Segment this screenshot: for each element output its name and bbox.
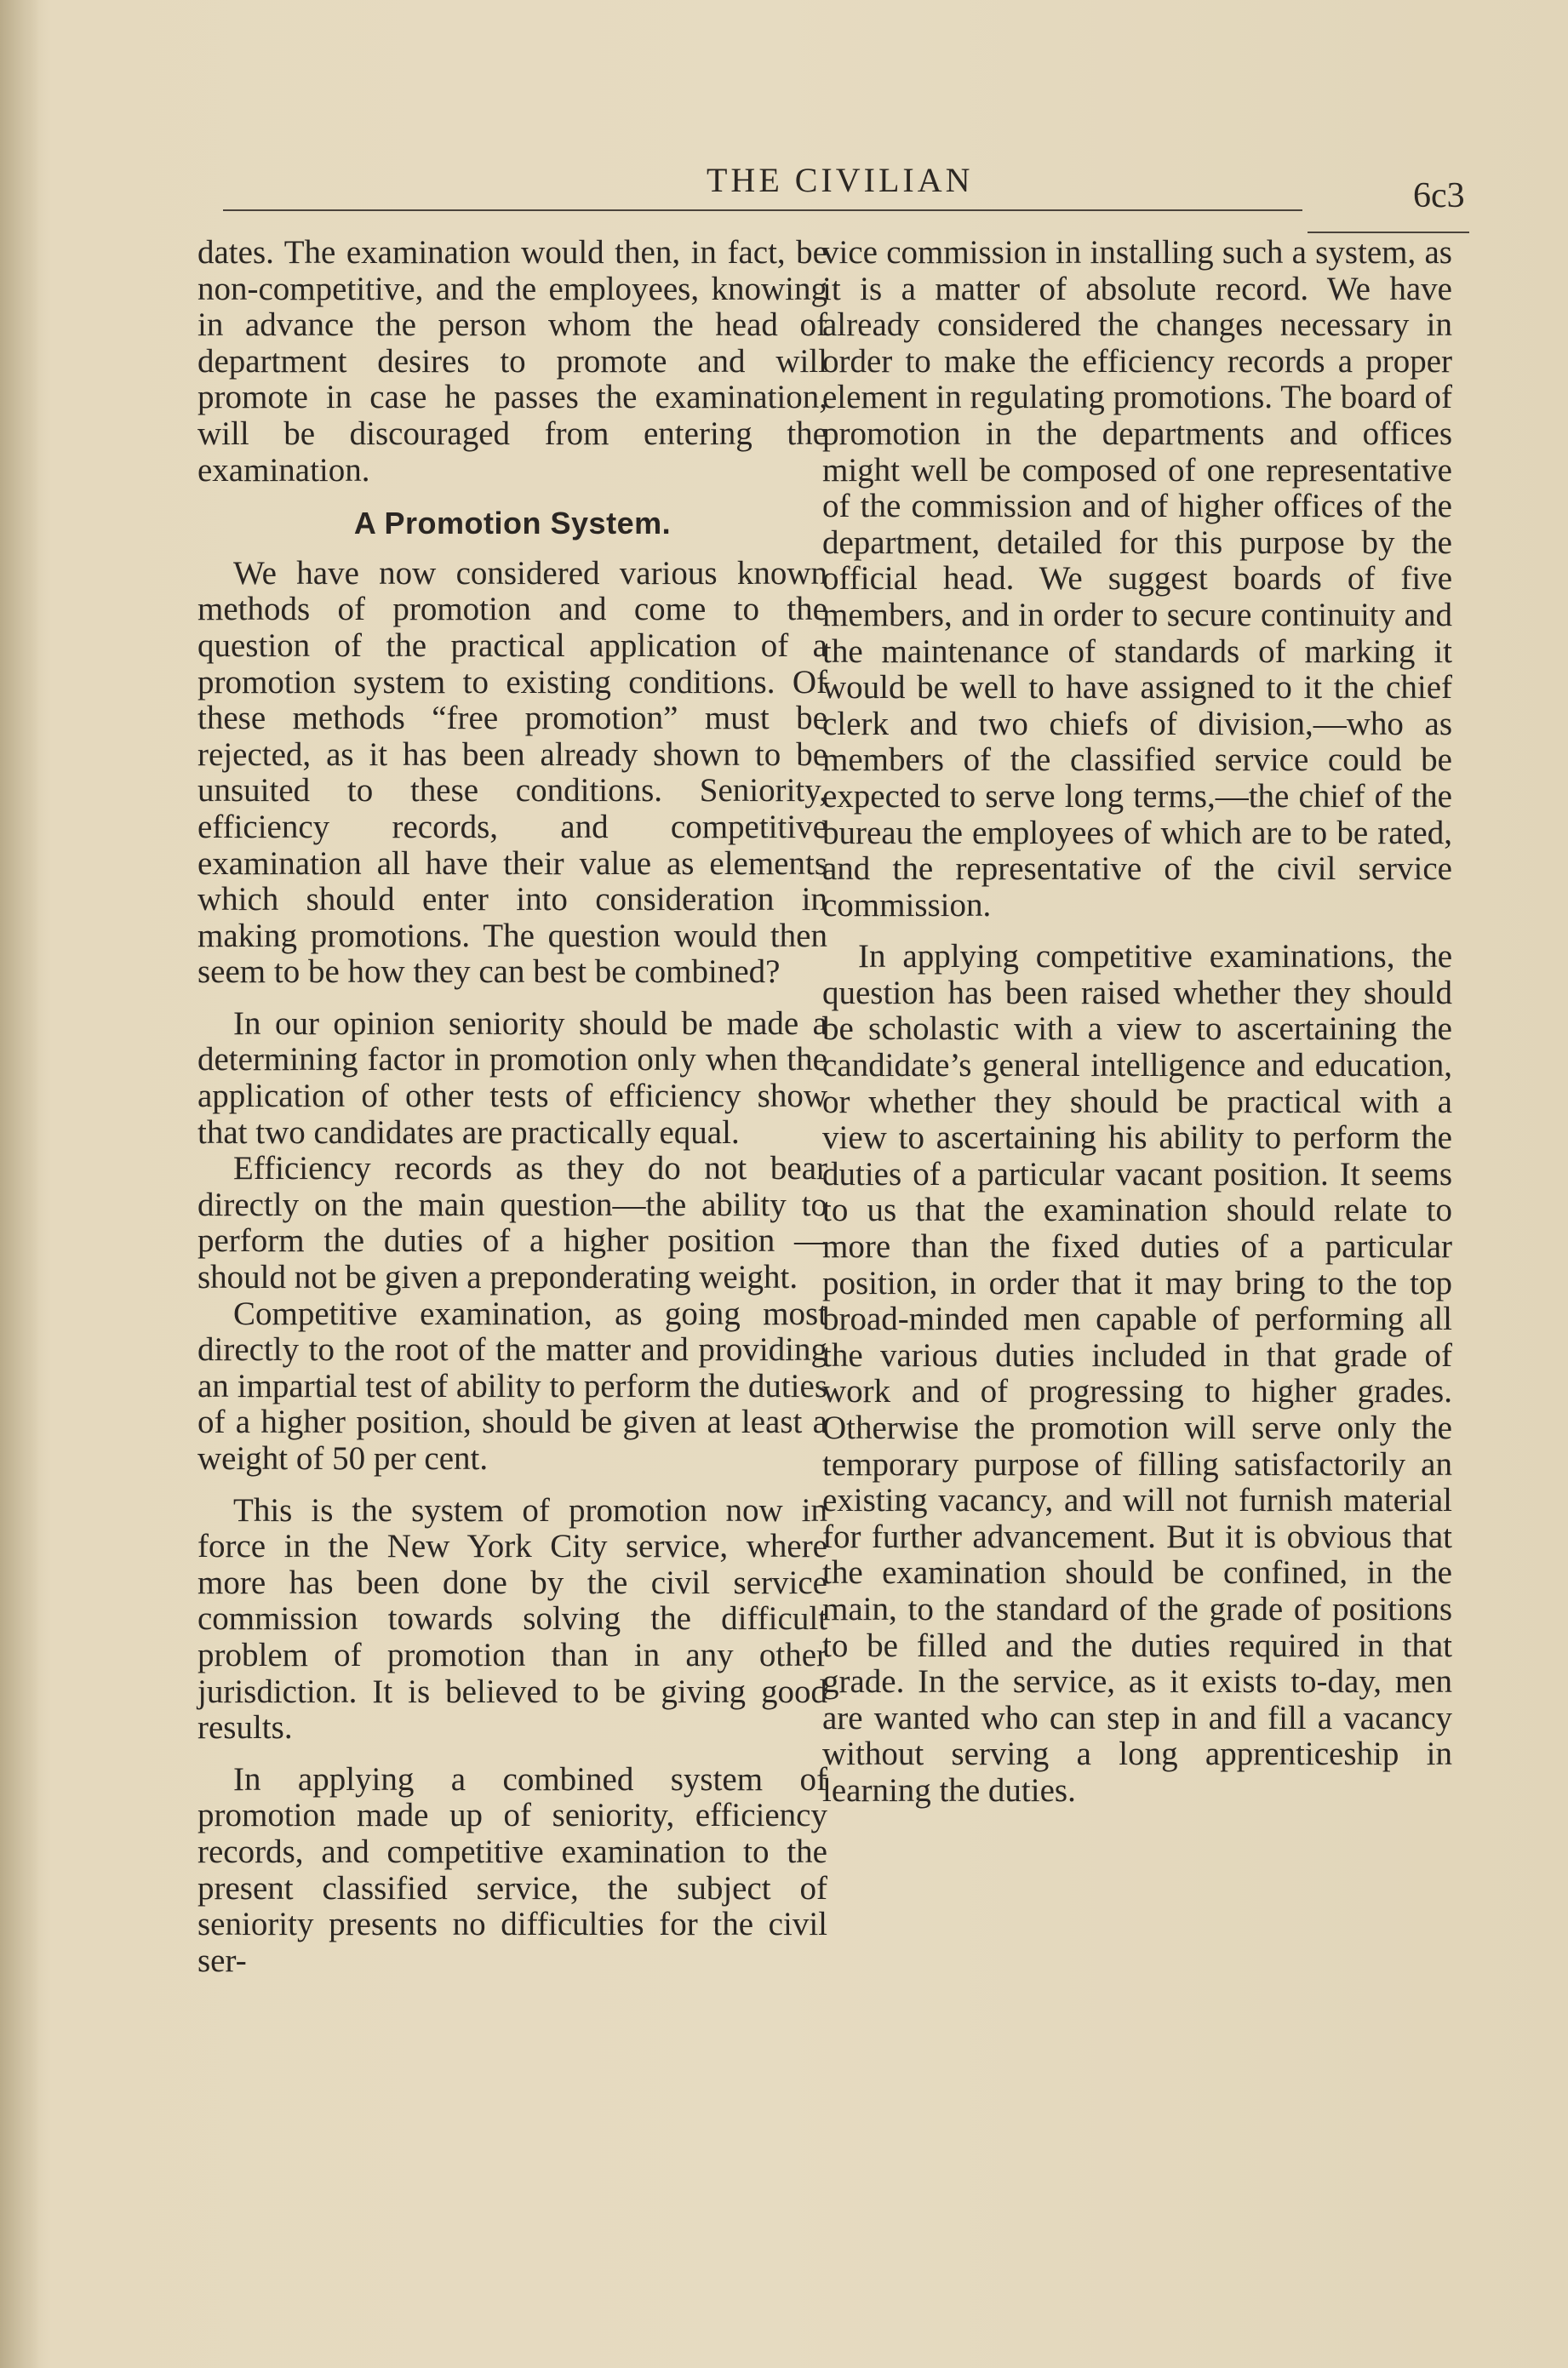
- header-rule: [223, 209, 1302, 211]
- paragraph: In our opinion seniority should be made a determining factor in promotion only when the application of other tests of efficiency show that two candidates are practically equal.: [197, 1004, 827, 1151]
- section-heading: A Promotion System.: [353, 506, 672, 541]
- paragraph: vice commission in installing such a system, as it is a matter of absolute record. We have already considered the changes necessary in order to make the efficiency records a proper element in regulating promotions. The board of promotion in the departments and offices might well be composed of one representative of the commission and of higher offices of the department, detailed for this purpose by the official head. We suggest boards of five members, and in order to secure continuity and the maintenance of standards of marking it would be well to have assigned to it the chief clerk and two chiefs of division,—who as members of the classified service could be expected to serve long terms,—the chief of the bureau the employees of which are to be rated, and the representative of the civil service commission.: [822, 234, 1452, 924]
- paragraph: Competitive examination, as going most directly to the root of the matter and providing an impartial test of ability to perform the duties of a higher position, should be given at least a weight of 50 per cent.: [197, 1295, 827, 1477]
- binding-edge: [0, 0, 39, 2368]
- left-column: [197, 235, 827, 1979]
- page-number: 6c3: [1413, 176, 1465, 215]
- right-column: [822, 235, 1452, 1810]
- paragraph: Efficiency records as they do not bear directly on the main question—the ability to perform the duties of a higher position — should not be given a preponderating weight.: [197, 1150, 827, 1296]
- paragraph: dates. The examination would then, in fact, be non-competitive, and the employees, knowing in advance the person whom the head of department desires to promote and will promote in case he passes the examination, will be discouraged from entering the examination.: [197, 234, 827, 489]
- header-rule-right: [1308, 232, 1469, 233]
- paragraph: In applying a combined system of promotion made up of seniority, efficiency records, and competitive examination to the present classified service, the subject of seniority presents no difficulties for the civil ser-: [197, 1760, 827, 1979]
- running-head: THE CIVILIAN: [707, 161, 974, 199]
- paragraph: This is the system of promotion now in force in the New York City service, where more has been done by the civil service commission towards solving the difficult problem of promotion than in any other jurisdiction. It is believed to be giving good results.: [197, 1491, 827, 1747]
- paragraph: In applying competitive examinations, the question has been raised whether they should be scholastic with a view to ascertaining the candidate’s general intelligence and education, or whether they should be practical with a view to ascertaining his ability to perform the duties of a particular vacant position. It seems to us that the examination should relate to more than the fixed duties of a particular position, in order that it may bring to the top broad-minded men capable of performing all the various duties included in that grade of work and of progressing to higher grades. Otherwise the promotion will serve only the temporary purpose of filling satisfactorily an existing vacancy, and will not furnish material for further advancement. But it is obvious that the examination should be confined, in the main, to the standard of the grade of positions to be filled and the duties required in that grade. In the service, as it exists to-day, men are wanted who can step in and fill a vacancy without serving a long apprenticeship in learning the duties.: [822, 938, 1452, 1809]
- paragraph: We have now considered various known methods of promotion and come to the question of the practical application of a promotion system to existing conditions. Of these methods “free promotion” must be rejected, as it has been already shown to be unsuited to these conditions. Seniority, efficiency records, and competitive examination all have their value as elements which should enter into consideration in making promotions. The question would then seem to be how they can best be combined?: [197, 554, 827, 991]
